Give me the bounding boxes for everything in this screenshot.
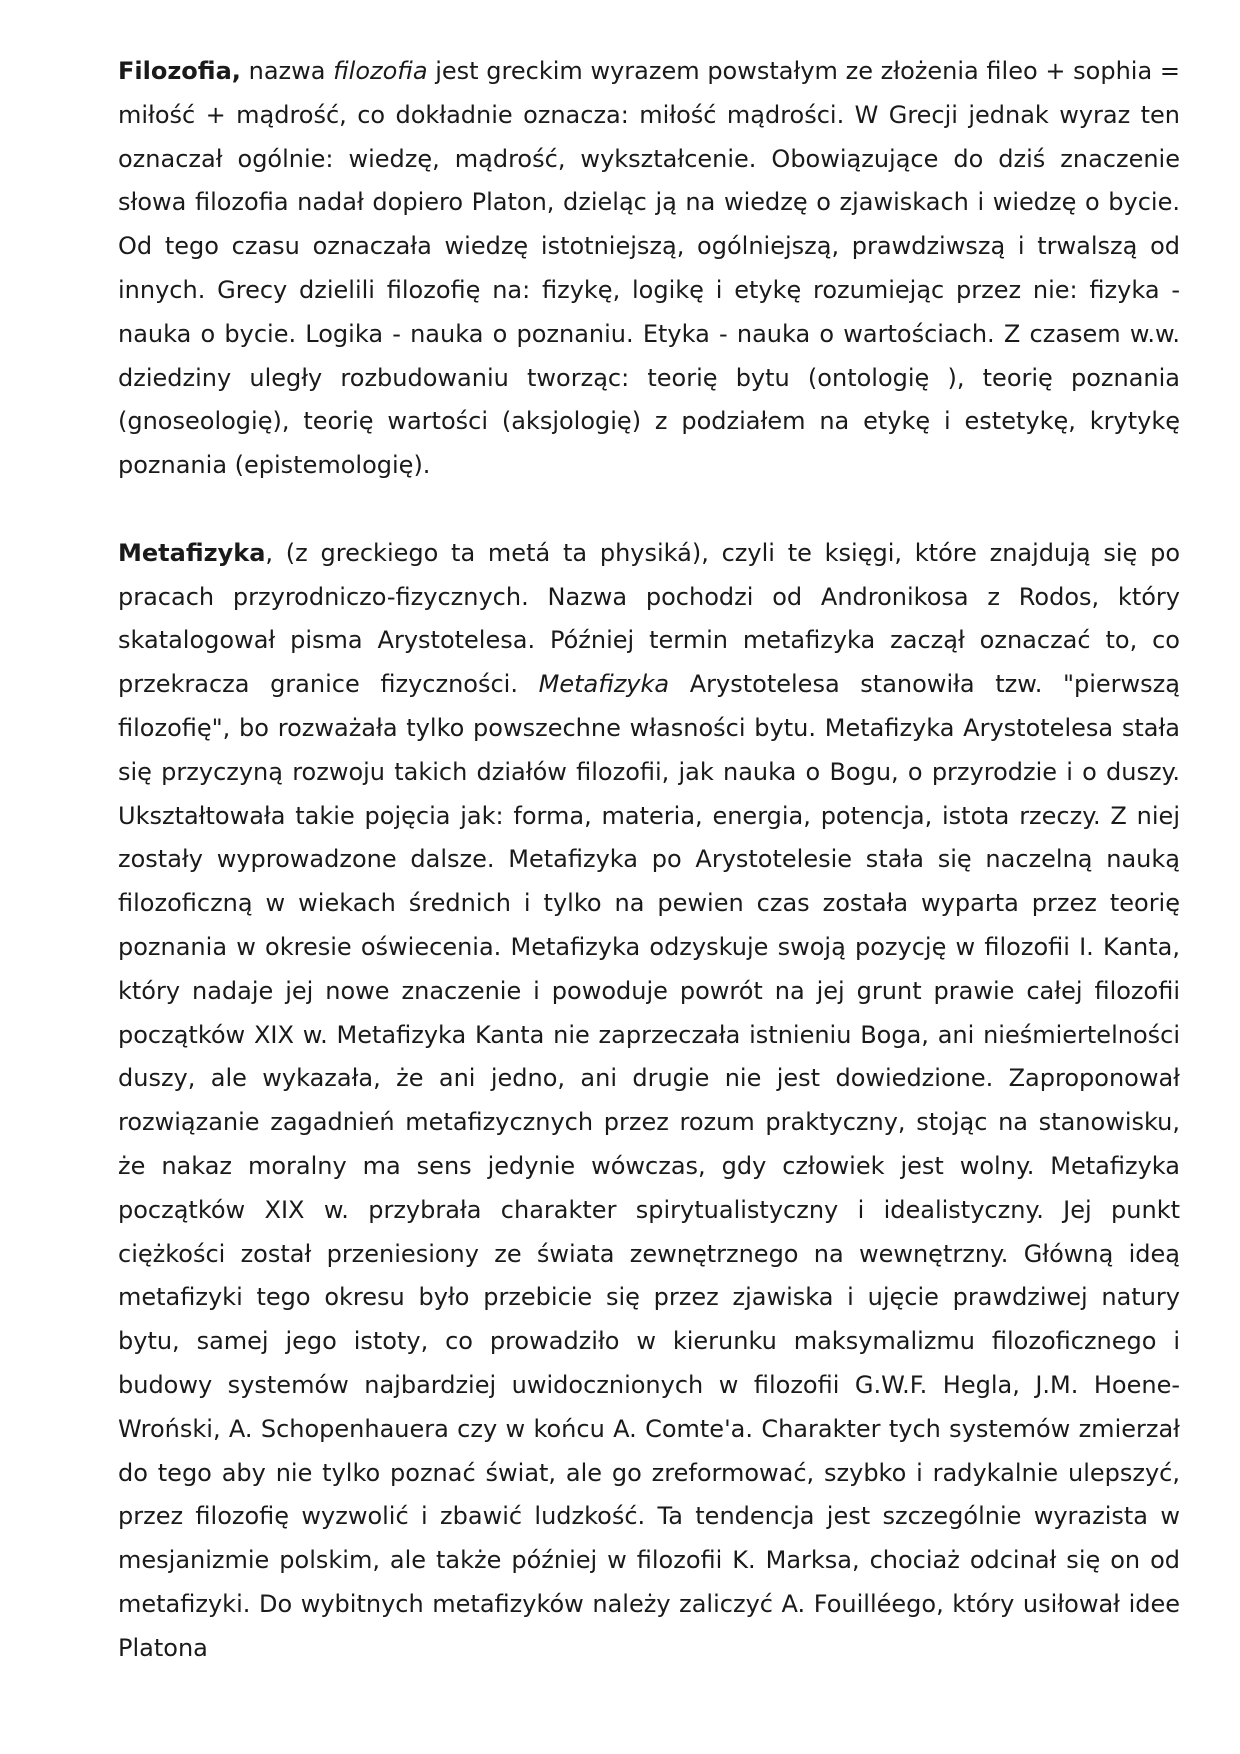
paragraph-text: , (z greckiego ta metá ta physiká), czyli te księgi, które znajdują się po pracach przyrodniczo-fizycznych. Nazwa pochodzi od Andronikosa z Rodos, który skatalogował pisma Arystotelesa. Później termin metafizyka zaczął oznaczać to, co przekracza granice fizyczności. bbox=[118, 538, 1180, 699]
term-filozofia: Filozofia, bbox=[118, 57, 241, 85]
document-page bbox=[118, 50, 1180, 1670]
paragraph-text: nazwa bbox=[240, 57, 334, 85]
paragraph-spacer bbox=[118, 488, 1180, 532]
italic-term: Metafizyka bbox=[538, 670, 670, 699]
paragraph-text: jest greckim wyrazem powstałym ze złożenia fileo + sophia = miłość + mądrość, co dokładnie oznacza: miłość mądrości. W Grecji jednak wyraz ten oznaczał ogólnie: wiedzę, mądrość, wykształcenie. Obowiązujące do dziś znaczenie słowa filozofia nadał dopiero Platon, dzieląc ją na wiedzę o zjawiskach i wiedzę o bycie. Od tego czasu oznaczała wiedzę istotniejszą, ogólniejszą, prawdziwszą i trwalszą od innych. Grecy dzielili filozofię na: fizykę, logikę i etykę rozumiejąc przez nie: fizyka - nauka o bycie. Logika - nauka o poznaniu. Etyka - nauka o wartościach. Z czasem w.w. dziedziny uległy rozbudowaniu tworząc: teorię bytu (ontologię ), teorię poznania (gnoseologię), teorię wartości (aksjologię) z podziałem na etykę i estetykę, krytykę poznania (epistemologię). bbox=[118, 57, 1180, 480]
paragraph-text: Arystotelesa stanowiła tzw. "pierwszą filozofię", bo rozważała tylko powszechne własności bytu. Metafizyka Arystotelesa stała się przyczyną rozwoju takich działów filozofii, jak nauka o Bogu, o przyrodzie i o duszy. Ukształtowała takie pojęcia jak: forma, materia, energia, potencja, istota rzeczy. Z niej zostały wyprowadzone dalsze. Metafizyka po Arystotelesie stała się naczelną nauką filozoficzną w wiekach średnich i tylko na pewien czas została wyparta przez teorię poznania w okresie oświecenia. Metafizyka odzyskuje swoją pozycję w filozofii I. Kanta, który nadaje jej nowe znaczenie i powoduje powrót na jej grunt prawie całej filozofii początków XIX w. Metafizyka Kanta nie zaprzeczała istnieniu Boga, ani nieśmiertelności duszy, ale wykazała, że ani jedno, ani drugie nie jest dowiedzione. Zaproponował rozwiązanie zagadnień metafizycznych przez rozum praktyczny, stojąc na stanowisku, że nakaz moralny ma sens jedynie wówczas, gdy człowiek jest wolny. Metafizyka początków XIX w. przybrała charakter spirytualistyczny i idealistyczny. Jej punkt ciężkości został przeniesiony ze świata zewnętrznego na wewnętrzny. Główną ideą metafizyki tego okresu było przebicie się przez zjawiska i ujęcie prawdziwej natury bytu, samej jego istoty, co prowadziło w kierunku maksymalizmu filozoficznego i budowy systemów najbardziej uwidocznionych w filozofii G.W.F. Hegla, J.M. Hoene-Wroński, A. Schopenhauera czy w końcu A. Comte'a. Charakter tych systemów zmierzał do tego aby nie tylko poznać świat, ale go zreformować, szybko i radykalnie ulepszyć, przez filozofię wyzwolić i zbawić ludzkość. Ta tendencja jest szczególnie wyrazista w mesjanizmie polskim, ale także później w filozofii K. Marksa, chociaż odcinał się on od metafizyki. Do wybitnych metafizyków należy zaliczyć A. Fouilléego, który usiłował idee Platona bbox=[118, 670, 1180, 1662]
paragraph-metafizyka bbox=[118, 532, 1180, 1671]
term-metafizyka: Metafizyka bbox=[118, 538, 266, 567]
paragraph-filozofia bbox=[118, 50, 1180, 488]
italic-term: filozofia bbox=[333, 57, 428, 85]
